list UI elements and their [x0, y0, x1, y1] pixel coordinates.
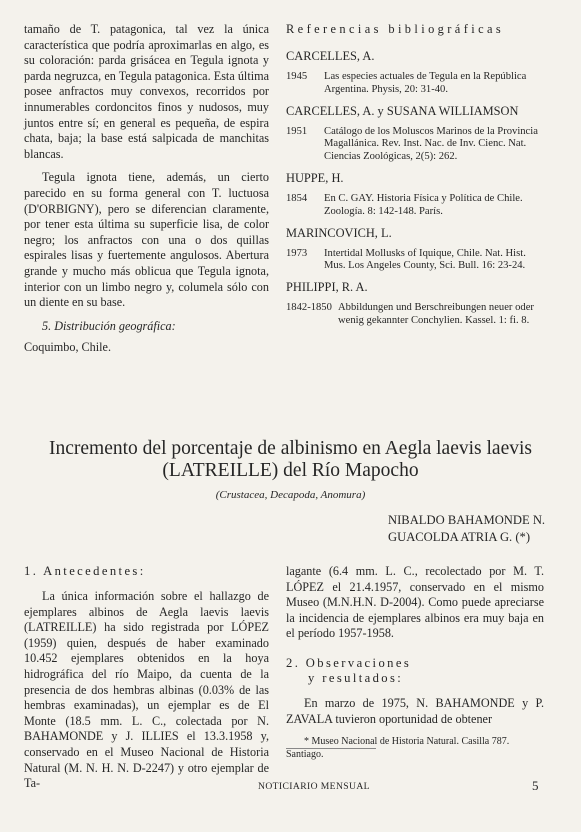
section-2-column: [286, 564, 544, 727]
reference-text: En C. GAY. Historia Física y Política de Chile. Zoología. 8: 142-148. París.: [324, 192, 523, 217]
reference-text: Intertidal Mollusks of Iquique, Chile. Nat. Hist. Mus. Los Angeles County, Sci. Bull. 16: 23-24.: [324, 247, 526, 272]
journal-name: NOTICIARIO MENSUAL: [258, 781, 370, 792]
distribution-heading: 5. Distribución geográfica:: [42, 318, 176, 333]
reference-author: MARINCOVICH, L.: [286, 225, 392, 240]
body-paragraph: La única información sobre el hallazgo de ejemplares albinos de Aegla laevis laevis (LATREILLE) ha sido registrada por LÓPEZ (1959) quien, después de haber examinado 10.452 ejemplares obtenidos en la hoya hidrográfica del río Maipo, da cuenta de la presencia de dos hembras albinas (0.03% de las hembras examinadas), un ejemplar es de El Monte (18.5 mm. L. C., colectada por N. BAHAMONDE y J. ILLIES el 13.3.1958 y, conservado en el Museo Nacional de Historia Natural (M. N. H. N. D-2247) y otro ejemplar de Ta-: [24, 589, 269, 791]
references-column: [286, 22, 544, 335]
body-paragraph: tamaño de T. patagonica, tal vez la única característica que podría aproximarlas en algo, es su coloración: parda grisácea en Tegula ignota y parda negruzca, en Tegula patagonica. Esta última posee anfractos muy convexos, recorridos por innumerables cordoncitos finos y nudosos, muy juntos entre sí; en general es pequeña, de espira chata, baja; la base está salpicada de manchitas blancas.: [24, 22, 269, 161]
distribution-text: Coquimbo, Chile.: [24, 340, 112, 355]
reference-year: 1945: [286, 71, 308, 82]
body-paragraph: En marzo de 1975, N. BAHAMONDE y P. ZAVALA tuvieron oportunidad de obtener: [286, 695, 544, 726]
reference-entry: [286, 126, 544, 164]
reference-author: PHILIPPI, R. A.: [286, 280, 368, 295]
section-1-column: [24, 564, 269, 792]
footnote-text: * Museo Nacional de Historia Natural. Casilla 787. Santiago.: [286, 736, 510, 760]
reference-year: 1842-1850: [286, 302, 332, 314]
article-authors: [388, 512, 545, 546]
reference-author: CARCELLES, A. y SUSANA WILLIAMSON: [286, 103, 519, 118]
reference-entry: [286, 302, 544, 328]
references-heading: Referencias bibliográficas: [286, 22, 505, 36]
section-heading: y resultados:: [308, 670, 404, 685]
section-heading: 2. Observaciones: [286, 655, 412, 670]
body-paragraph: lagante (6.4 mm. L. C., recolectado por M. T. LÓPEZ el 21.4.1957, conservado en el mismo Museo (M.N.H.N. D-2004). Como puede apreciarse la incidencia de ejemplares albinos era muy baja en el período 1957-1958.: [286, 564, 544, 641]
reference-entry: [286, 248, 544, 274]
left-top-column: [24, 22, 269, 356]
reference-year: 1854: [286, 192, 308, 204]
article-title: Incremento del porcentaje de albinismo en Aegla laevis laevis: [49, 438, 532, 459]
author-name: GUACOLDA ATRIA G. (*): [388, 530, 531, 544]
article-subtitle: (Crustacea, Decapoda, Anomura): [215, 489, 366, 501]
reference-entry: [286, 193, 544, 219]
body-paragraph: Tegula ignota tiene, además, un cierto parecido en su forma general con T. luctuosa (D'ORBIGNY), pero se diferencian claramente, por tener esta última su superficie lisa, de color negro; los anfractos con una o dos quillas espirales lisas y fuertemente angulosos. Abertura grande y mucho más oblicua que Tegula ignota, interior con un limbo negro y, columela sólo con un diente en su base.: [24, 170, 269, 310]
reference-text: Catálogo de los Moluscos Marinos de la Provincia Magallánica. Rev. Inst. Nac. de Inv. Cienc. Nat. Ciencias Zoológicas, 2(5): 262.: [324, 125, 538, 163]
page-number: 5: [532, 778, 539, 793]
footnote: [286, 736, 544, 761]
author-name: NIBALDO BAHAMONDE N.: [388, 513, 546, 527]
reference-text: Abbildungen und Berschreibungen neuer oder wenig gekannter Conchylien. Kassel. 1: fi. 8.: [338, 302, 534, 326]
reference-entry: [286, 71, 544, 97]
reference-year: 1973: [286, 247, 308, 259]
section-heading: 1. Antecedentes:: [24, 564, 146, 578]
reference-author: HUPPE, H.: [286, 170, 344, 185]
reference-author: CARCELLES, A.: [286, 49, 375, 63]
reference-text: Las especies actuales de Tegula en la República Argentina. Physis, 20: 31-40.: [324, 71, 527, 95]
article-title: (LATREILLE) del Río Mapocho: [162, 460, 419, 481]
reference-year: 1951: [286, 125, 308, 137]
